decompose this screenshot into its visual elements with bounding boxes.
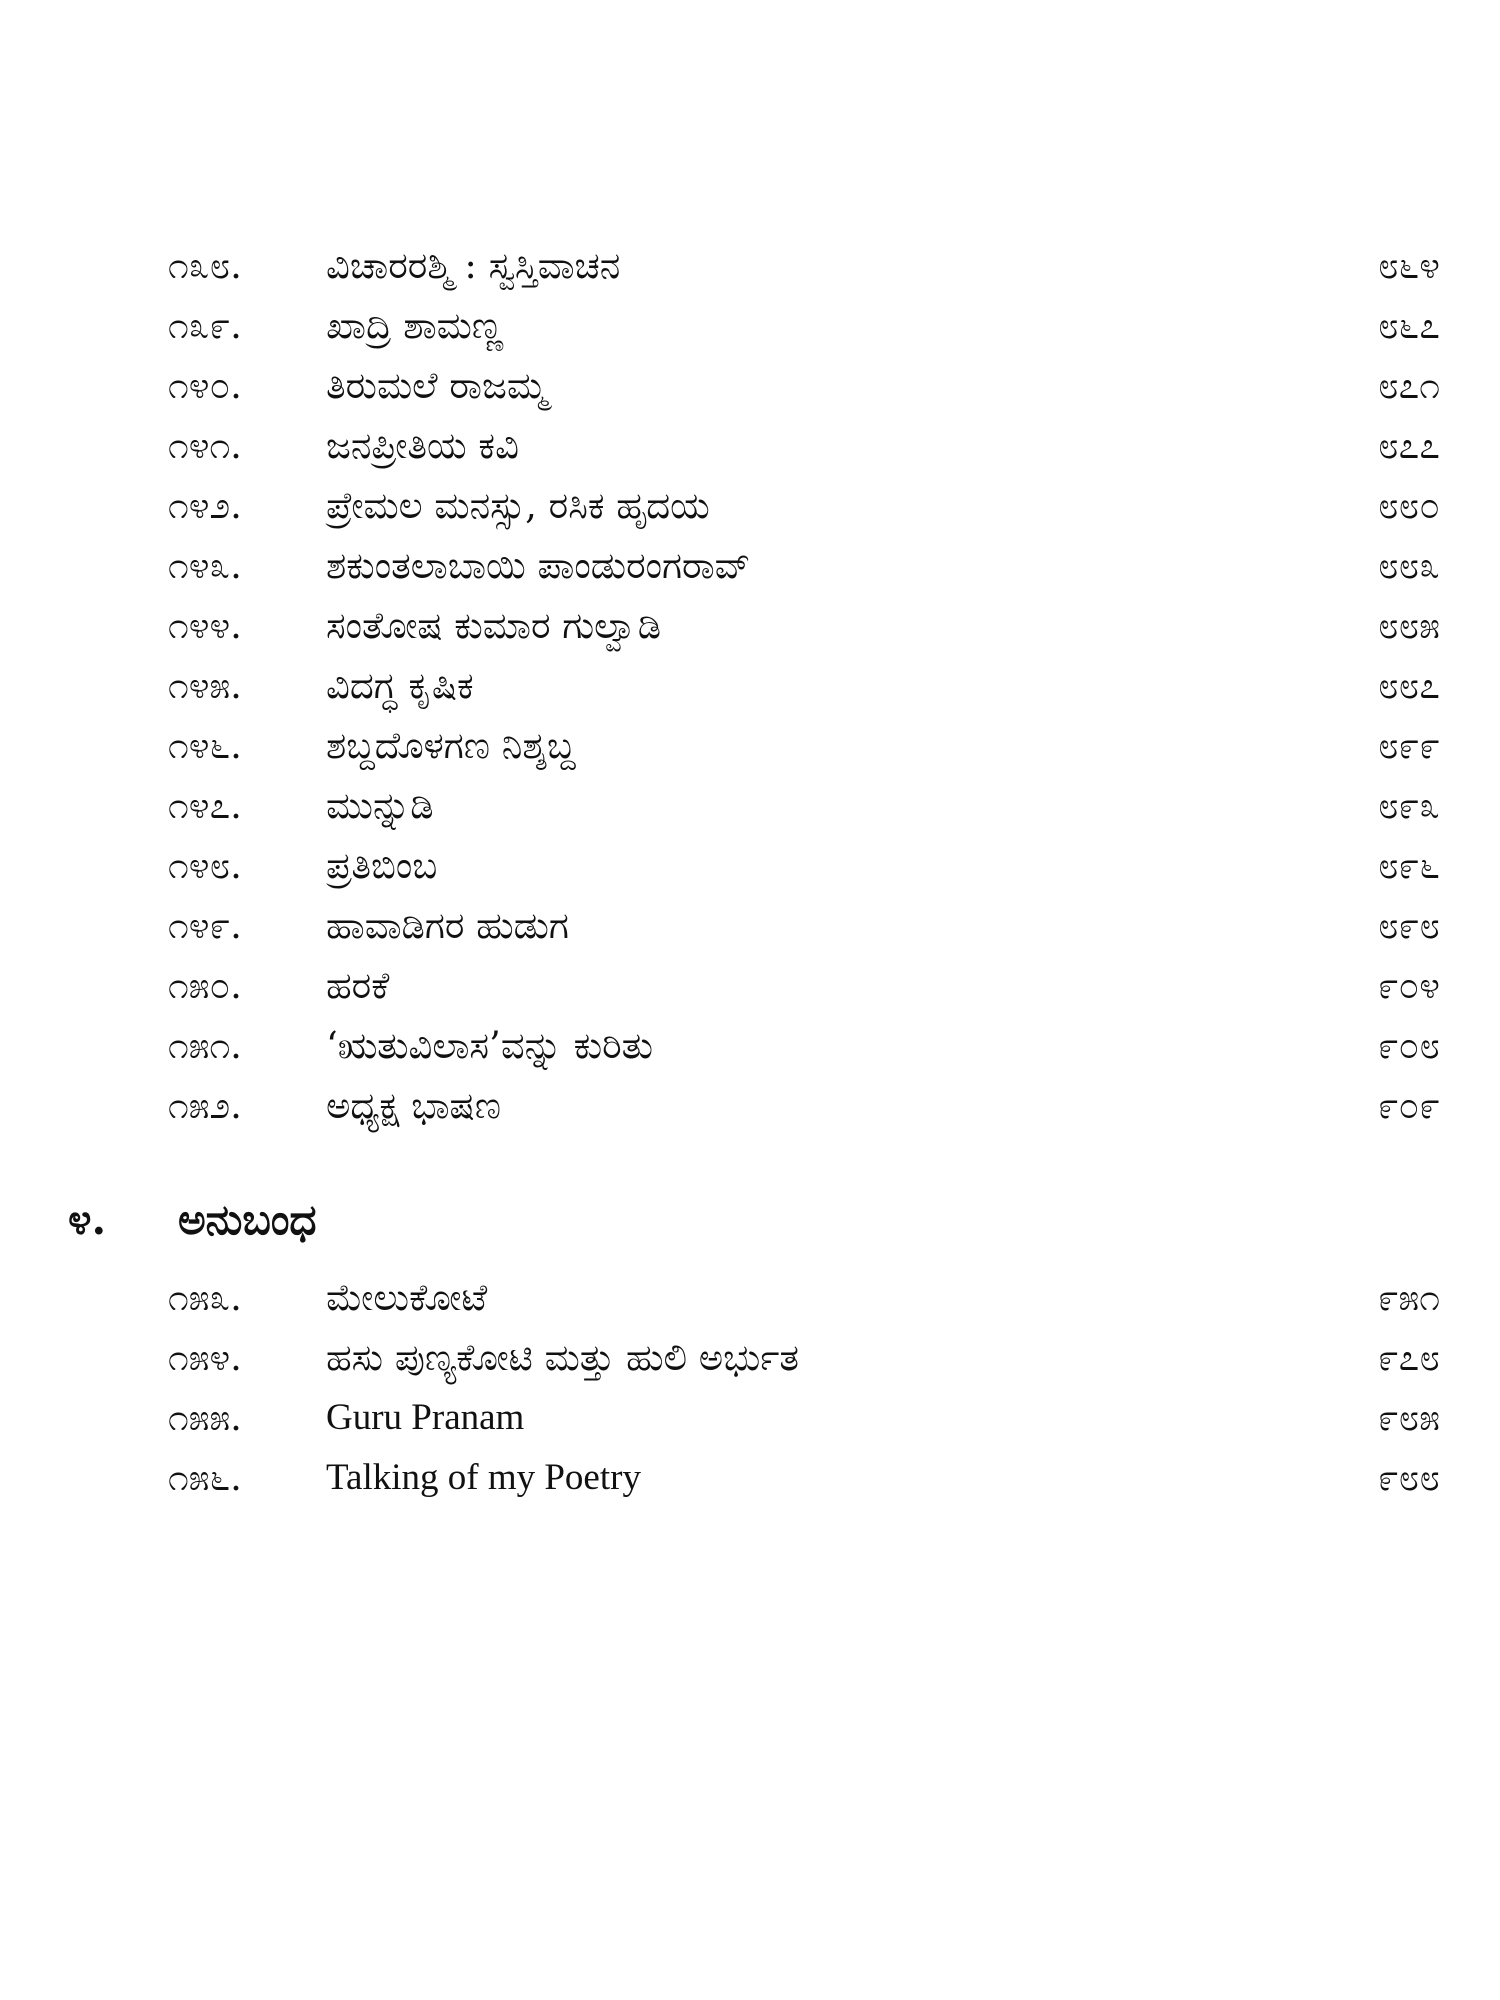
entry-number: ೧೫೩. [168,1276,242,1319]
section-number: ೪. [68,1195,107,1244]
toc-entry [168,836,1440,896]
section-title: ಅನುಬಂಧ [178,1195,317,1244]
entry-number: ೧೪೧. [168,424,242,467]
entry-number: ೧೪೨. [168,484,242,527]
toc-entry [168,296,1440,356]
entry-number: ೧೪೪. [168,604,242,647]
toc-entry [168,776,1440,836]
entry-title: Talking of my Poetry [326,1457,641,1498]
entry-page: ೮೯೬ [1377,844,1440,887]
toc-entry [168,1016,1440,1076]
entry-title: ಶಕುಂತಲಾಬಾಯಿ ಪಾಂಡುರಂಗರಾವ್ [326,544,751,587]
appendix-entry [168,1328,1440,1388]
entry-title: ಪ್ರೇಮಲ ಮನಸ್ಸು, ರಸಿಕ ಹೃದಯ [326,484,710,527]
entry-title: ಜನಪ್ರೀತಿಯ ಕವಿ [326,424,519,467]
entry-number: ೧೫೧. [168,1024,242,1067]
entry-page: ೮೯೮ [1377,904,1440,947]
entry-page: ೮೭೧ [1377,364,1440,407]
entry-title: ತಿರುಮಲೆ ರಾಜಮ್ಮ [326,364,548,407]
toc-entry [168,1076,1440,1136]
entry-page: ೯೦೮ [1377,1024,1440,1067]
entry-number: ೧೪೫. [168,664,242,707]
entry-title: ಪ್ರತಿಬಿಂಬ [326,844,438,887]
entry-number: ೧೪೭. [168,784,242,827]
entry-number: ೧೪೬. [168,724,242,767]
entry-title: ಹಸು ಪುಣ್ಯಕೋಟಿ ಮತ್ತು ಹುಲಿ ಅರ್ಭುತ [326,1336,799,1379]
entry-page: ೯೦೯ [1377,1084,1440,1127]
entry-number: ೧೫೫. [168,1396,242,1439]
entry-number: ೧೪೩. [168,544,242,587]
section-heading [68,1172,1440,1268]
appendix-entry [168,1388,1440,1448]
toc-entry [168,716,1440,776]
entry-number: ೧೪೮. [168,844,242,887]
entry-number: ೧೫೦. [168,964,242,1007]
entry-page: ೯೫೧ [1377,1276,1440,1319]
toc-entry [168,416,1440,476]
entry-number: ೧೫೪. [168,1336,242,1379]
entry-page: ೯೦೪ [1377,964,1440,1007]
entry-title: ಮೇಲುಕೋಟೆ [326,1276,488,1319]
entry-number: ೧೩೮. [168,244,242,287]
toc-entry [168,536,1440,596]
entry-title: ‘ಋತುವಿಲಾಸ’ವನ್ನು ಕುರಿತು [326,1024,653,1067]
entry-title: ವಿಚಾರರಶ್ಮಿ : ಸ್ವಸ್ತಿವಾಚನ [326,244,621,287]
entry-title: ಹರಕೆ [326,964,390,1007]
entry-number: ೧೫೨. [168,1084,242,1127]
toc-entry [168,956,1440,1016]
entry-page: ೮೮೩ [1377,544,1440,587]
entry-page: ೮೬೪ [1377,244,1440,287]
entry-number: ೧೫೬. [168,1456,242,1499]
toc-entry [168,236,1440,296]
entry-title: ವಿದಗ್ಧ ಕೃಷಿಕ [326,664,474,707]
entry-title: ಮುನ್ನುಡಿ [326,784,434,827]
entry-page: ೮೯೯ [1377,724,1440,767]
toc-entry [168,476,1440,536]
toc-entry [168,896,1440,956]
entry-number: ೧೪೯. [168,904,242,947]
appendix-entry [168,1448,1440,1508]
entry-number: ೧೩೯. [168,304,242,347]
entry-page: ೯೮೮ [1377,1456,1440,1499]
table-of-contents [68,236,1440,1508]
entry-page: ೮೯೩ [1377,784,1440,827]
entry-page: ೮೬೭ [1377,304,1440,347]
entry-number: ೧೪೦. [168,364,242,407]
entry-page: ೮೭೭ [1377,424,1440,467]
entry-title: ಅಧ್ಯಕ್ಷ ಭಾಷಣ [326,1084,501,1127]
toc-entry [168,356,1440,416]
appendix-entry [168,1268,1440,1328]
entry-page: ೮೮೫ [1377,604,1440,647]
entry-title: ಖಾದ್ರಿ ಶಾಮಣ್ಣ [326,304,504,347]
entry-page: ೯೭೮ [1377,1336,1440,1379]
toc-entry [168,656,1440,716]
entry-title: Guru Pranam [326,1397,525,1438]
entry-page: ೯೮೫ [1377,1396,1440,1439]
entry-title: ಶಬ್ದದೊಳಗಣ ನಿಶ್ಶಬ್ದ [326,724,576,767]
entry-title: ಸಂತೋಷ ಕುಮಾರ ಗುಲ್ವಾಡಿ [326,604,662,647]
entry-page: ೮೮೦ [1377,484,1440,527]
entry-page: ೮೮೭ [1377,664,1440,707]
entry-title: ಹಾವಾಡಿಗರ ಹುಡುಗ [326,904,569,947]
toc-entry [168,596,1440,656]
